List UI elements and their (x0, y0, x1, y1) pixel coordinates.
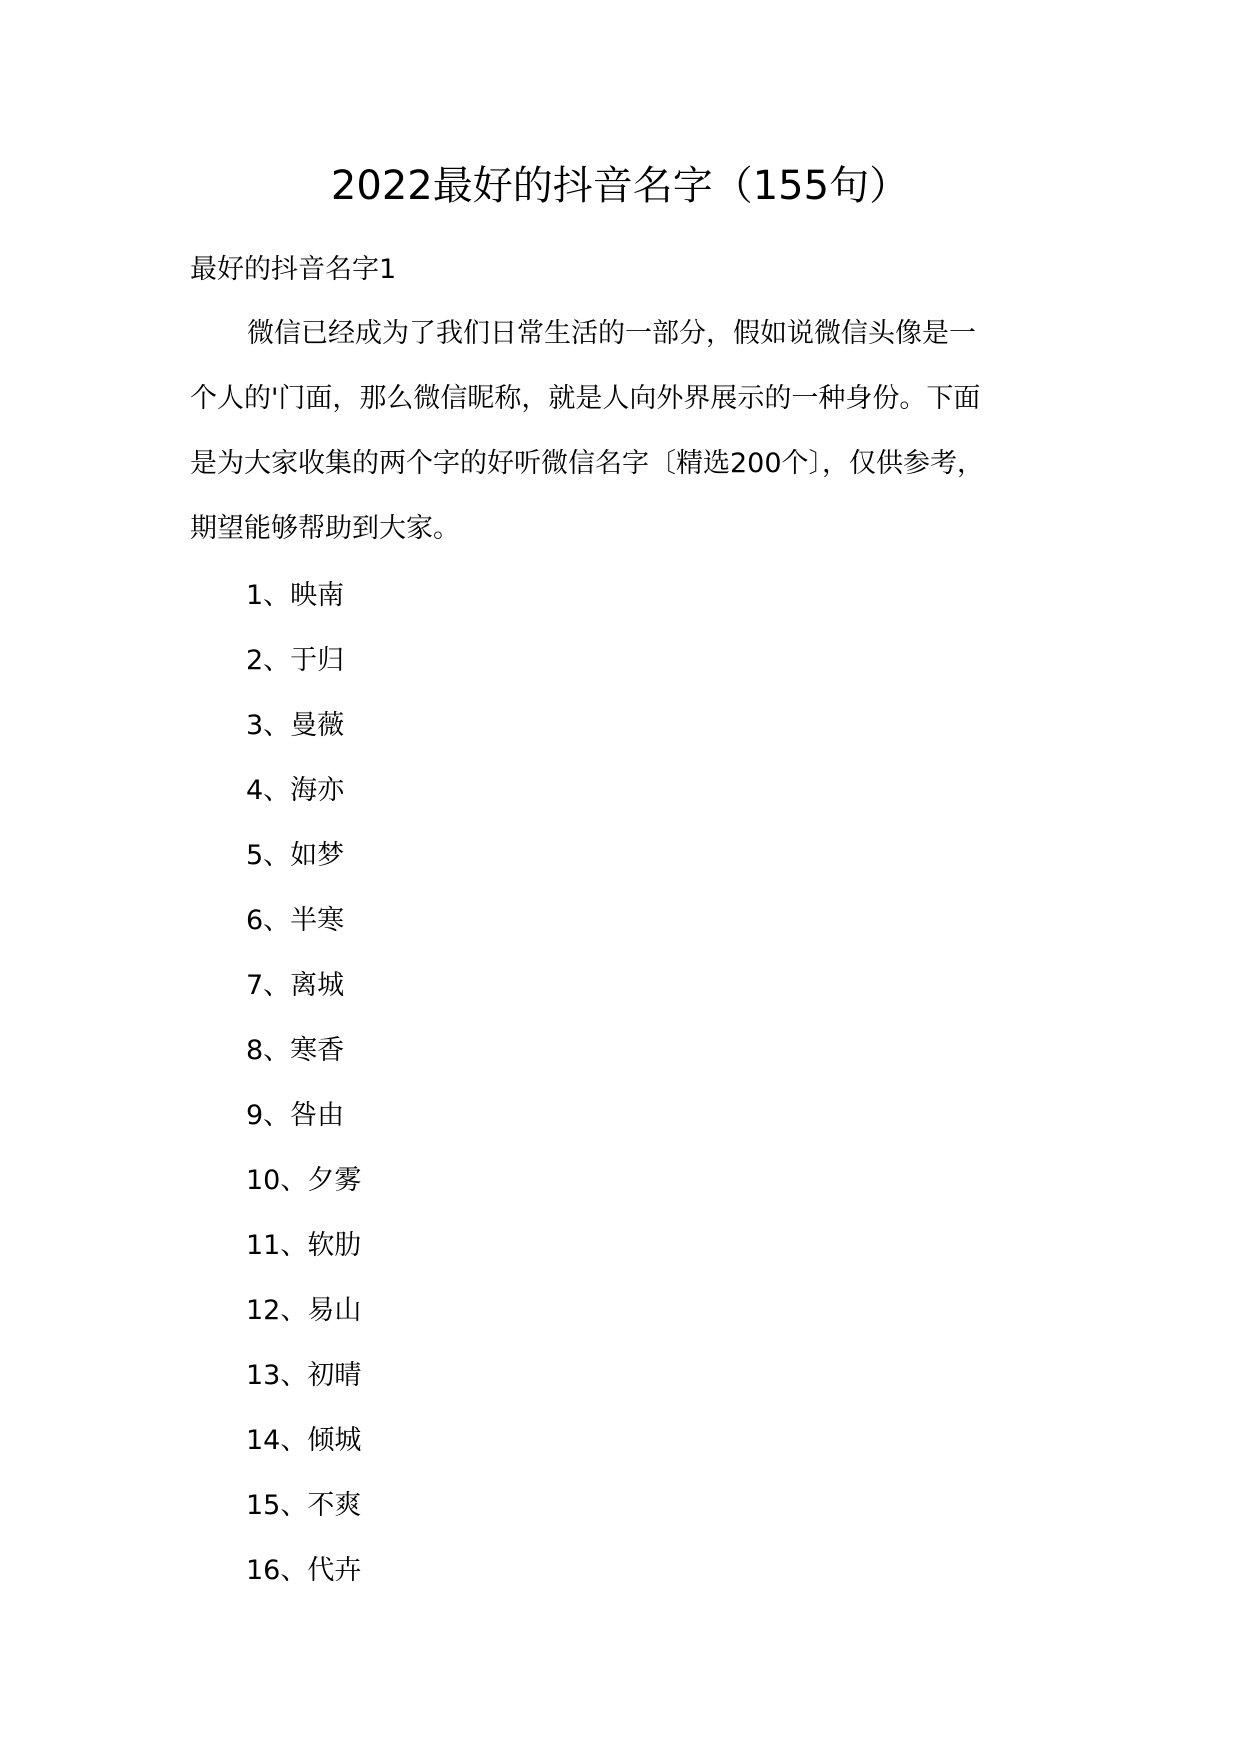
list-item: 4、海亦 (246, 775, 345, 806)
list-item: 15、不爽 (246, 1490, 362, 1521)
list-item: 3、曼薇 (246, 710, 345, 741)
names-list (246, 578, 361, 1618)
list-item: 11、软肋 (246, 1230, 362, 1261)
list-item: 8、寒香 (246, 1035, 345, 1066)
section-heading: 最好的抖音名字1 (190, 254, 397, 285)
list-item: 16、代卉 (246, 1555, 362, 1586)
list-item: 12、易山 (246, 1295, 362, 1326)
list-item: 1、映南 (246, 580, 345, 611)
intro-line: 是为大家收集的两个字的好听微信名字〔精选200个〕，仅供参考， (190, 448, 985, 479)
list-item: 5、如梦 (246, 840, 345, 871)
list-item: 9、咎由 (246, 1100, 345, 1131)
list-item: 13、初晴 (246, 1360, 362, 1391)
document-title: 2022最好的抖音名字（155句） (330, 163, 910, 209)
list-item: 10、夕雾 (246, 1165, 362, 1196)
intro-line: 微信已经成为了我们日常生活的一部分，假如说微信头像是一 (247, 318, 976, 349)
list-item: 7、离城 (246, 970, 345, 1001)
list-item: 14、倾城 (246, 1425, 362, 1456)
list-item: 2、于归 (246, 645, 345, 676)
intro-paragraph (190, 314, 1052, 574)
intro-line: 个人的'门面，那么微信昵称，就是人向外界展示的一种身份。下面 (190, 383, 981, 414)
list-item: 6、半寒 (246, 905, 345, 936)
intro-line: 期望能够帮助到大家。 (190, 513, 460, 544)
